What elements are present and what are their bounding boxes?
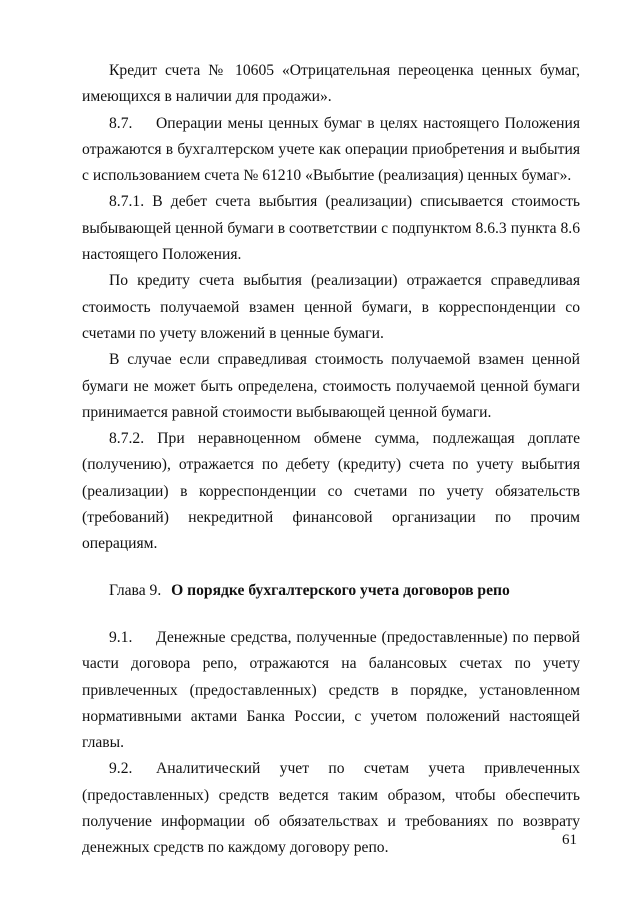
- paragraph-credit-disposal: [82, 268, 580, 347]
- paragraph-number: 9.1.: [109, 628, 133, 646]
- paragraph-credit-10605: [82, 58, 580, 111]
- paragraph-text: Аналитический учет по счетам учета привлеченных (предоставленных) средств ведется таким образом, чтобы обеспечить получение информации об обязательствах и требованиях по возврату денежных средств по каждому договору репо.: [82, 760, 580, 857]
- paragraph-number: 8.7.: [109, 114, 133, 132]
- paragraph-text: Денежные средства, полученные (предоставленные) по первой части договора репо, отражаются на балансовых счетах по учету привлеченных (предоставленных) средств в порядке, установленном нормативными актами Банка России, с учетом положений настоящей главы.: [82, 628, 580, 752]
- paragraph-fair-value: [82, 347, 580, 426]
- document-page: [82, 58, 580, 862]
- chapter-title: О порядке бухгалтерского учета договоров репо: [171, 581, 510, 599]
- paragraph-text: В случае если справедливая стоимость получаемой взамен ценной бумаги не может быть определена, стоимость получаемой ценной бумаги принимается равной стоимости выбывающей ценной бумаги.: [82, 351, 580, 421]
- paragraph-text: 8.7.2. При неравноценном обмене сумма, подлежащая доплате (получению), отражается по дебету (кредиту) счета по учету выбытия (реализации) в корреспонденции со счетами по учету обязательств (требований) некредитной финансовой организации по прочим операциям.: [82, 430, 580, 553]
- page-number: 61: [562, 832, 577, 848]
- paragraph-text: Операции мены ценных бумаг в целях настоящего Положения отражаются в бухгалтерском учете как операции приобретения и выбытия с использованием счета № 61210 «Выбытие (реализация) ценных бумаг».: [82, 114, 580, 185]
- paragraph-text: 8.7.1. В дебет счета выбытия (реализации) списывается стоимость выбывающей ценной бумаги в соответствии с подпунктом 8.6.3 пункта 8.6 настоящего Положения.: [82, 193, 580, 264]
- paragraph-8-7-1: [82, 189, 580, 268]
- paragraph-9-2: [82, 756, 580, 861]
- paragraph-8-7-2: [82, 426, 580, 557]
- paragraph-text: По кредиту счета выбытия (реализации) отражается справедливая стоимость получаемой взамен ценной бумаги, в корреспонденции со счетами по учету вложений в ценные бумаги.: [82, 272, 580, 342]
- chapter-heading: [82, 578, 580, 604]
- paragraph-text: Кредит счета № 10605 «Отрицательная переоценка ценных бумаг, имеющихся в наличии для продажи».: [82, 62, 580, 106]
- chapter-number: Глава 9.: [109, 581, 162, 599]
- paragraph-9-1: [82, 625, 580, 756]
- paragraph-8-7: [82, 111, 580, 190]
- paragraph-number: 9.2.: [109, 760, 133, 778]
